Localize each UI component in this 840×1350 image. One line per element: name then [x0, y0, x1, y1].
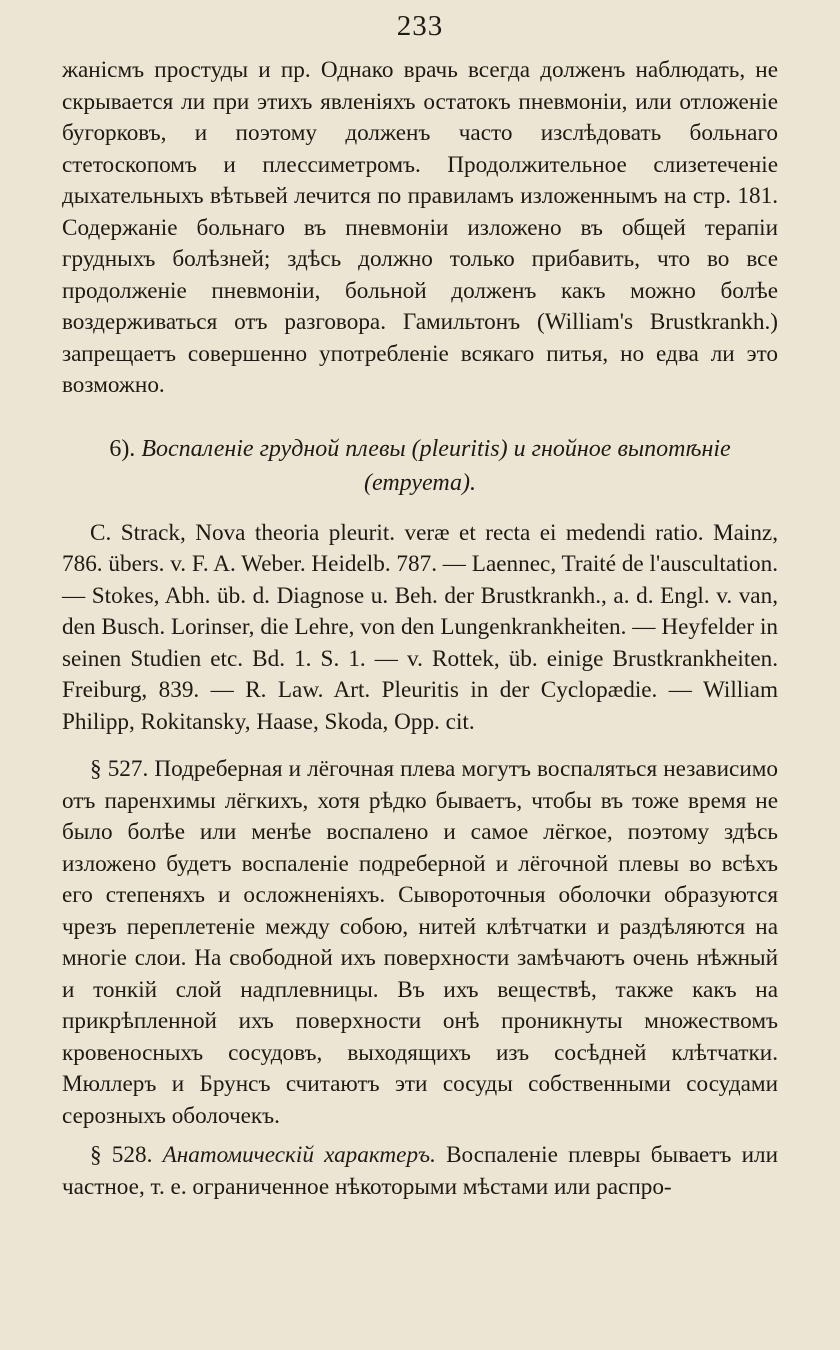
intro-paragraph: жанісмъ простуды и пр. Однако врачь всегда долженъ наблюдать, не скрывается ли при этихъ явленіяхъ остатокъ пневмоніи, или отложеніе бугорковъ, и поэтому долженъ часто изслѣдовать больнаго стетоскопомъ и плессиметромъ. Продолжительное слизетеченіе дыхательныхъ вѣтьвей лечится по правиламъ изложеннымъ на стр. 181. Содержаніе больнаго въ пневмоніи изложено въ общей терапіи грудныхъ болѣзней; здѣсь должно только прибавить, что во все продолженіе пневмоніи, больной долженъ какъ можно болѣе воздерживаться отъ разговора. Гамильтонъ (William's Brustkrankh.) запрещаетъ совершенно употребленіе всякаго питья, но едва ли это возможно. — [62, 57, 778, 398]
bibliography-paragraph: C. Strack, Nova theoria pleurit. veræ et recta ei medendi ratio. Mainz, 786. übers. v. F. A. Weber. Heidelb. 787. — Laennec, Traité de l'auscultation. — Stokes, Abh. üb. d. Diagnose u. Beh. der Brustkrankh., a. d. Engl. v. van, den Busch. Lorinser, die Lehre, von den Lungenkrankheiten. — Heyfelder in seinen Studien etc. Bd. 1. S. 1. — v. Rottek, üb. einige Brustkrankheiten. Freiburg, 839. — R. Law. Art. Pleuritis in der Cyclopædie. — William Philipp, Rokitansky, Haase, Skoda, Opp. cit. — [62, 519, 778, 735]
paragraph-527-text: Подреберная и лёгочная плева могутъ воспаляться независимо отъ паренхимы лёгкихъ, хотя рѣдко бываетъ, чтобы въ тоже время не было болѣе или менѣе воспалено и самое лёгкое, поэтому здѣсь изложено будетъ воспаленіе подреберной и лёгочной плевы во всѣхъ его степеняхъ и осложненіяхъ. Сывороточныя оболочки образуются чрезъ переплетеніе между собою, нитей клѣтчатки и раздѣляются на многіе слои. На свободной ихъ поверхности замѣчаютъ очень нѣжный и тонкій слой надплевницы. Въ ихъ веществѣ, также какъ на прикрѣпленной ихъ поверхности онѣ проникнуты множествомъ кровеносныхъ сосудовъ, выходящихъ изъ сосѣдней клѣтчатки. Мюллеръ и Брунсъ считаютъ эти сосуды собственными сосудами серозныхъ оболочекъ. — [62, 756, 779, 1129]
paragraph-528 — [62, 1140, 778, 1203]
paragraph-527 — [62, 754, 778, 1132]
section-number: 6). — [109, 435, 136, 462]
page-number: 233 — [396, 10, 444, 42]
section-title: Воспаленіе грудной плевы (pleuritis) и гнойное выпотѣніе (етруета). — [141, 435, 731, 496]
section-heading — [62, 432, 778, 500]
paragraph-528-heading: Анатомическій характеръ. — [162, 1142, 436, 1168]
paragraph-527-label: § 527. — [90, 756, 149, 782]
paragraph-528-text: Воспаленіе плевры бываетъ или частное, т. е. ограниченное нѣкоторыми мѣстами или распро- — [62, 1142, 779, 1200]
paragraph-528-label: § 528. — [90, 1142, 153, 1168]
